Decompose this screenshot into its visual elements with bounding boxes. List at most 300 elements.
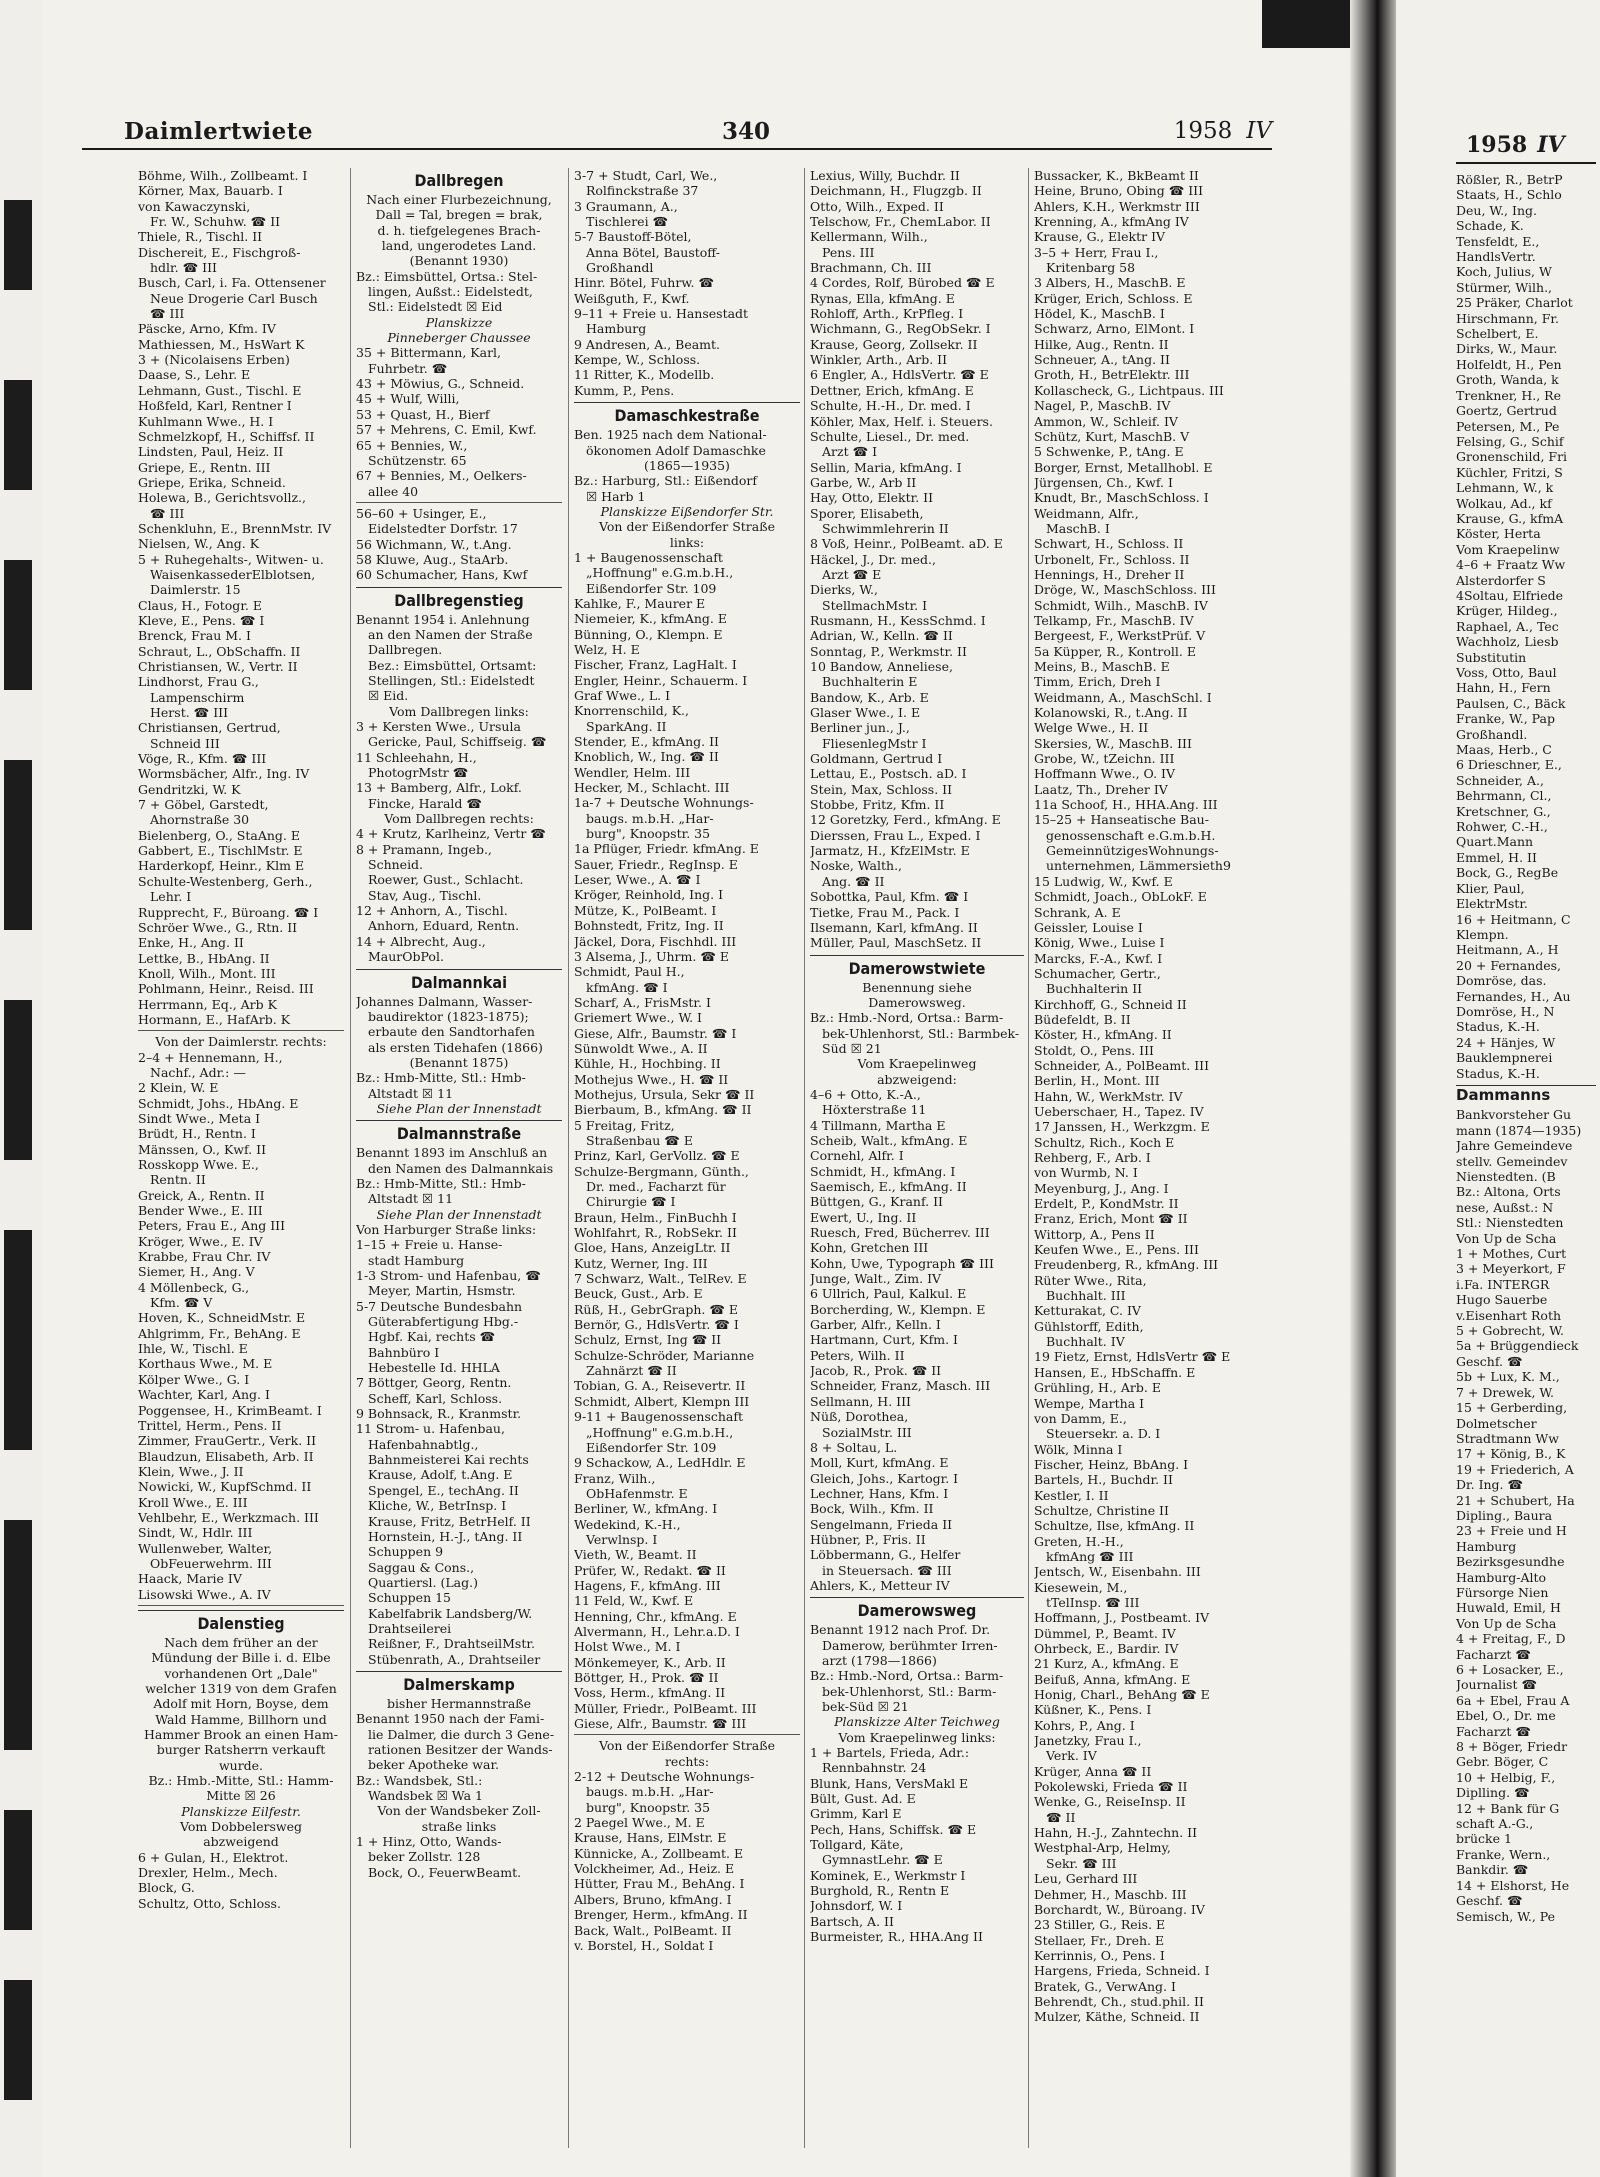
resident-entry: Janetzky, Frau I., <box>1034 1733 1142 1749</box>
resident-entry: Kohn, Uwe, Typograph ☎ III <box>810 1255 994 1271</box>
resident-entry: Petersen, M., Pe <box>1456 418 1560 434</box>
resident-entry: Rusmann, H., KessSchmd. I <box>810 612 986 628</box>
resident-entry: Peters, Wilh. II <box>810 1347 905 1363</box>
map-reference: Siehe Plan der Innenstadt <box>376 1206 542 1222</box>
resident-entry: 1–15 + Freie u. Hanse- <box>356 1237 503 1253</box>
entry-continuation: Fincke, Harald ☎ <box>368 795 482 811</box>
resident-entry: Kirchhoff, G., Schneid II <box>1034 996 1187 1012</box>
resident-entry: Bielenberg, O., StaAng. E <box>138 827 300 843</box>
resident-entry: Otto, Wilh., Exped. II <box>810 198 944 214</box>
side-heading: Von der Daimlerstr. rechts: <box>155 1034 327 1050</box>
column-2 <box>356 168 562 2158</box>
adjacent-page-header <box>1466 132 1565 158</box>
resident-entry: Rehberg, F., Arb. I <box>1034 1150 1151 1165</box>
entry-continuation: PhotogrMstr ☎ <box>368 765 469 781</box>
street-note: rechts: <box>664 1753 710 1769</box>
entry-continuation: Geschf. ☎ <box>1456 1353 1523 1369</box>
entry-continuation: Steuersekr. a. D. I <box>1046 1426 1161 1442</box>
resident-entry: Schulz, Ernst, Ing ☎ II <box>574 1332 722 1348</box>
resident-entry: Kölper Wwe., G. I <box>138 1371 250 1387</box>
entry-continuation: Neue Drogerie Carl Busch <box>150 290 318 306</box>
resident-entry: Wittorp, A., Pens II <box>1034 1226 1155 1242</box>
entry-continuation: ElektrMstr. <box>1456 896 1528 912</box>
resident-entry: 19 Fietz, Ernst, HdlsVertr ☎ E <box>1034 1349 1231 1365</box>
entry-continuation: ökonomen Adolf Damaschke <box>586 442 766 458</box>
resident-entry: Benannt 1954 i. Anlehnung <box>356 611 530 627</box>
entry-continuation: Alsterdorfer S <box>1456 572 1546 588</box>
resident-entry: Lehmann, Gust., Tischl. E <box>138 382 302 398</box>
resident-entry: Mütze, K., PolBeamt. I <box>574 902 717 918</box>
resident-entry: Mulzer, Käthe, Schneid. II <box>1034 2009 1200 2025</box>
entry-continuation: kfmAng ☎ III <box>1046 1548 1134 1564</box>
entry-continuation: Bahnbüro I <box>368 1344 440 1360</box>
resident-entry: Häckel, J., Dr. med., <box>810 551 937 567</box>
resident-entry: Korthaus Wwe., M. E <box>138 1356 273 1372</box>
resident-entry: Schneider, A., PolBeamt. III <box>1034 1057 1210 1073</box>
resident-entry: Welge Wwe., H. II <box>1034 720 1149 736</box>
entry-continuation: Substitutin <box>1456 649 1527 665</box>
scan-dark-corner <box>1262 0 1362 48</box>
entry-continuation: Rolfinckstraße 37 <box>586 183 699 199</box>
resident-entry: 15–25 + Hanseatische Bau- <box>1034 812 1209 828</box>
resident-entry: Ebel, O., Dr. me <box>1456 1708 1556 1724</box>
resident-entry: Kahlke, F., Maurer E <box>574 595 706 611</box>
resident-entry: Grimm, Karl E <box>810 1806 902 1822</box>
resident-entry: 1 + Bartels, Frieda, Adr.: <box>810 1745 970 1761</box>
entry-continuation: Güterabfertigung Hbg.- <box>368 1314 519 1330</box>
resident-entry: Griepe, Erika, Schneid. <box>138 474 286 490</box>
entry-continuation: Bez.: Eimsbüttel, Ortsamt: <box>368 657 537 673</box>
entry-continuation: Stav, Aug., Tischl. <box>368 887 482 903</box>
resident-entry: Fischer, Franz, LagHalt. I <box>574 657 737 673</box>
resident-entry: Scheib, Walt., kfmAng. E <box>810 1132 968 1148</box>
resident-entry: Behrendt, Ch., stud.phil. II <box>1034 1993 1204 2009</box>
resident-entry: Krüger, Anna ☎ II <box>1034 1763 1152 1779</box>
resident-entry: Schulze-Schröder, Marianne <box>574 1347 755 1363</box>
resident-entry: Dehmer, H., Maschb. III <box>1034 1886 1187 1902</box>
resident-entry: Stein, Max, Schloss. II <box>810 781 953 797</box>
resident-entry: Küßner, K., Pens. I <box>1034 1702 1152 1718</box>
resident-entry: Bz.: Eimsbüttel, Ortsa.: Stel- <box>356 268 538 284</box>
entry-continuation: Kliche, W., BetrInsp. I <box>368 1498 507 1514</box>
resident-entry: 9 Bohnsack, R., Kranmstr. <box>356 1406 522 1422</box>
resident-entry: Fischer, Heinz, BbAng. I <box>1034 1456 1189 1472</box>
resident-entry: Wormsbächer, Alfr., Ing. IV <box>138 766 310 782</box>
resident-entry: Deichmann, H., Flugzgb. II <box>810 183 982 199</box>
resident-entry: Bohnstedt, Fritz, Ing. II <box>574 918 724 934</box>
entry-continuation: Höxterstraße 11 <box>822 1102 927 1118</box>
resident-entry: Sellin, Maria, kfmAng. I <box>810 459 962 475</box>
entry-continuation: genossenschaft e.G.m.b.H. <box>1046 827 1216 843</box>
resident-entry: Ihle, W., Tischl. E <box>138 1341 248 1357</box>
resident-entry: Tollgard, Käte, <box>810 1837 904 1853</box>
entry-continuation: Schützenstr. 65 <box>368 452 467 468</box>
section-separator <box>138 1605 344 1606</box>
entry-continuation: GymnastLehr. ☎ E <box>822 1852 943 1868</box>
resident-entry: Ketturakat, C. IV <box>1034 1303 1141 1319</box>
resident-entry: 11 Strom- u. Hafenbau, <box>356 1421 505 1437</box>
resident-entry: Bartsch, A. II <box>810 1913 894 1929</box>
entry-continuation: Bauklempnerei <box>1456 1050 1553 1066</box>
street-heading: Dalmannkai <box>356 969 562 994</box>
edge-ink-strip <box>4 1980 32 2100</box>
resident-entry: 2 Klein, W. E <box>138 1080 219 1096</box>
entry-continuation: an den Namen der Straße <box>368 626 533 642</box>
resident-entry: Behrmann, Cl., <box>1456 788 1552 804</box>
resident-entry: 5-7 Deutsche Bundesbahn <box>356 1298 523 1314</box>
entry-continuation: Schneid III <box>150 735 220 751</box>
resident-entry: Rupprecht, F., Büroang. ☎ I <box>138 904 319 920</box>
resident-entry: Bierbaum, B., kfmAng. ☎ II <box>574 1102 752 1118</box>
resident-entry: Bünning, O., Klempn. E <box>574 626 723 642</box>
street-heading: Dallbregenstieg <box>356 587 562 612</box>
resident-entry: Wohlfahrt, R., RobSekr. II <box>574 1225 737 1241</box>
resident-entry: Tietke, Frau M., Pack. I <box>810 904 960 920</box>
entry-continuation: Lehr. I <box>150 889 192 905</box>
resident-entry: Keufen Wwe., E., Pens. III <box>1034 1242 1199 1258</box>
street-note: burger Ratsherrn verkauft <box>156 1742 326 1758</box>
column-divider <box>568 168 569 2148</box>
resident-entry: 14 + Albrecht, Aug., <box>356 933 486 949</box>
resident-entry: Nowicki, W., KupfSchmd. II <box>138 1479 312 1495</box>
street-note: d. h. tiefgelegenes Brach- <box>377 222 541 238</box>
entry-continuation: Hamburg <box>1456 1538 1517 1554</box>
resident-entry: Huwald, Emil, H <box>1456 1600 1561 1616</box>
resident-entry: Dümmel, P., Beamt. IV <box>1034 1625 1176 1641</box>
resident-entry: Sporer, Elisabeth, <box>810 505 924 521</box>
resident-entry: Büttgen, G., Kranf. II <box>810 1194 943 1210</box>
resident-entry: Meins, B., MaschB. E <box>1034 659 1170 674</box>
resident-entry: Back, Walt., PolBeamt. II <box>574 1922 732 1938</box>
entry-continuation: Fr. W., Schuhw. ☎ II <box>150 214 281 230</box>
resident-entry: Heine, Bruno, Obing ☎ III <box>1034 183 1204 199</box>
resident-entry: 16 + Heitmann, C <box>1456 911 1571 927</box>
entry-continuation: bek-Uhlenhorst, Stl.: Barm- <box>822 1683 997 1699</box>
resident-entry: Kiesewein, M., <box>1034 1579 1128 1595</box>
resident-entry: Von Harburger Straße links: <box>356 1221 537 1237</box>
street-note: Vom Dallbregen links: <box>389 703 529 719</box>
entry-continuation: Eißendorfer Str. 109 <box>586 580 717 596</box>
entry-continuation: Stellingen, Stl.: Eidelstedt <box>368 672 535 688</box>
resident-entry: Cornehl, Alfr. I <box>810 1148 904 1164</box>
resident-entry: Skersies, W., MaschB. III <box>1034 735 1192 751</box>
edge-ink-strip <box>4 1230 32 1450</box>
resident-entry: Kestler, I. II <box>1034 1487 1109 1503</box>
resident-entry: Bz.: Wandsbek, Stl.: <box>356 1772 483 1788</box>
resident-entry: Hübner, P., Fris. II <box>810 1531 926 1547</box>
resident-entry: 4–6 + Fraatz Ww <box>1456 557 1566 573</box>
resident-entry: Franke, Wern., <box>1456 1846 1551 1862</box>
resident-entry: Schneider, A., <box>1456 772 1544 788</box>
resident-entry: Claus, H., Fotogr. E <box>138 597 262 613</box>
resident-entry: Krenning, A., kfmAng IV <box>1034 214 1189 230</box>
resident-entry: Lindsten, Paul, Heiz. II <box>138 444 284 460</box>
street-heading: Dalmerskamp <box>356 1671 562 1696</box>
resident-entry: Tensfeldt, E., <box>1456 233 1540 249</box>
entry-continuation: Klempn. <box>1456 926 1509 942</box>
resident-entry: Bender Wwe., E. III <box>138 1203 263 1219</box>
resident-entry: Lettke, B., HbAng. II <box>138 950 270 966</box>
resident-entry: Rynas, Ella, kfmAng. E <box>810 290 955 306</box>
entry-continuation: bek-Uhlenhorst, Stl.: Barmbek- <box>822 1025 1020 1041</box>
entry-continuation: baudirektor (1823-1875); <box>368 1008 529 1024</box>
entry-continuation: ObFeuerwehrm. III <box>150 1555 272 1571</box>
resident-entry: Dierks, W., <box>810 582 878 598</box>
resident-entry: Fernandes, H., Au <box>1456 988 1571 1004</box>
resident-entry: Böttger, H., Prok. ☎ II <box>574 1670 719 1685</box>
resident-entry: Bandow, K., Arb. E <box>810 689 929 705</box>
resident-entry: 6a + Ebel, Frau A <box>1456 1692 1570 1708</box>
street-note: links: <box>669 534 705 550</box>
resident-entry: 6 Drieschner, E., <box>1456 757 1562 773</box>
entry-continuation: in Steuersach. ☎ III <box>822 1562 952 1578</box>
street-note: Hammer Brook an einen Ham- <box>144 1727 338 1743</box>
entry-continuation: Arzt ☎ I <box>822 444 878 460</box>
resident-entry: Von Up de Scha <box>1456 1615 1557 1631</box>
resident-entry: König, Wwe., Luise I <box>1034 935 1165 951</box>
resident-entry: 60 Schumacher, Hans, Kwf <box>356 567 528 583</box>
resident-entry: Sauer, Friedr., RegInsp. E <box>574 856 738 872</box>
resident-entry: Laatz, Th., Dreher IV <box>1034 781 1168 797</box>
entry-continuation: Nachf., Adr.: — <box>150 1064 246 1080</box>
resident-entry: Greten, H.-H., <box>1034 1533 1124 1549</box>
street-note: (Benannt 1875) <box>409 1054 509 1070</box>
resident-entry: Borchardt, W., Büroang. IV <box>1034 1901 1205 1917</box>
resident-entry: 1a-7 + Deutsche Wohnungs- <box>574 795 754 811</box>
section-separator <box>138 1030 344 1031</box>
entry-continuation: WaisenkassederElblotsen, <box>150 566 316 582</box>
resident-entry: Kleve, E., Pens. ☎ I <box>138 612 265 628</box>
entry-continuation: Meyer, Martin, Hsmstr. <box>368 1283 516 1299</box>
resident-entry: Koch, Julius, W <box>1456 264 1552 280</box>
entry-continuation: Großhandl. <box>1456 726 1528 742</box>
resident-entry: Vieth, W., Beamt. II <box>574 1547 697 1563</box>
resident-entry: Marcks, F.-A., Kwf. I <box>1034 950 1163 966</box>
entry-continuation: arzt (1798—1866) <box>822 1652 937 1668</box>
resident-entry: Sobottka, Paul, Kfm. ☎ I <box>810 889 969 905</box>
street-note: straße links <box>421 1818 497 1834</box>
resident-entry: Christiansen, W., Vertr. II <box>138 659 298 674</box>
resident-entry: Hödel, K., MaschB. I <box>1034 306 1165 322</box>
resident-entry: Deu, W., Ing. <box>1456 202 1537 218</box>
resident-entry: Prinz, Karl, GerVollz. ☎ E <box>574 1148 740 1164</box>
entry-continuation: Hebestelle Id. HHLA <box>368 1360 500 1376</box>
entry-continuation: Geschf. ☎ <box>1456 1893 1523 1909</box>
resident-entry: Dröge, W., MaschSchloss. III <box>1034 582 1216 598</box>
resident-entry: Körner, Max, Bauarb. I <box>138 183 283 199</box>
resident-entry: Hütter, Frau M., BehAng. I <box>574 1876 745 1892</box>
resident-entry: Griepe, E., Rentn. III <box>138 459 271 475</box>
resident-entry: Hilke, Aug., Rentn. II <box>1034 336 1169 352</box>
entry-continuation: Roewer, Gust., Schlacht. <box>368 872 524 888</box>
resident-entry: 43 + Möwius, G., Schneid. <box>356 376 525 392</box>
street-note: Damerowsweg. <box>868 994 966 1010</box>
resident-entry: 5 Freitag, Fritz, <box>574 1117 675 1133</box>
resident-entry: Schraut, L., ObSchaffn. II <box>138 643 301 659</box>
resident-entry: Goldmann, Gertrud I <box>810 751 943 767</box>
entry-continuation: Schuppen 15 <box>368 1590 451 1606</box>
entry-continuation: ☎ III <box>150 306 185 322</box>
entry-continuation: Lampenschirm <box>150 689 245 705</box>
entry-continuation: Verk. IV <box>1046 1748 1097 1764</box>
resident-entry: Ewert, U., Ing. II <box>810 1209 917 1225</box>
column-divider <box>350 168 351 2148</box>
resident-entry: Hoffmann, J., Postbeamt. IV <box>1034 1610 1210 1626</box>
entry-continuation: Drahtseilerei <box>368 1620 452 1636</box>
resident-entry: v. Borstel, H., Soldat I <box>574 1937 714 1953</box>
resident-entry: Bratek, G., VerwAng. I <box>1034 1978 1176 1994</box>
resident-entry: Vom Kraepelinw <box>1456 541 1560 557</box>
resident-entry: Lexius, Willy, Buchdr. II <box>810 168 960 183</box>
resident-entry: 14 + Elshorst, He <box>1456 1877 1570 1893</box>
resident-entry: Garber, Alfr., Kelln. I <box>810 1317 941 1333</box>
resident-entry: 4 Cordes, Rolf, Bürobed ☎ E <box>810 275 995 291</box>
resident-entry: Ohrbeck, E., Bardir. IV <box>1034 1641 1179 1656</box>
entry-continuation: Hafenbahnabtlg., <box>368 1436 479 1452</box>
resident-entry: Staats, H., Schlo <box>1456 187 1562 203</box>
resident-entry: Burghold, R., Rentn E <box>810 1883 950 1899</box>
entry-continuation: Tischlerei ☎ <box>586 214 669 230</box>
resident-entry: Knoll, Wilh., Mont. III <box>138 965 276 981</box>
edge-ink-strip <box>4 1000 32 1160</box>
resident-entry: Hormann, E., HafArb. K <box>138 1011 291 1027</box>
edge-ink-strip <box>4 560 32 690</box>
entry-continuation: Stl.: Nienstedten <box>1456 1215 1564 1231</box>
entry-continuation: Hamburg <box>586 321 647 337</box>
resident-entry: Hagens, F., kfmAng. III <box>574 1577 721 1593</box>
resident-entry: 1 + Mothes, Curt <box>1456 1246 1567 1262</box>
entry-continuation: Buchhalt. III <box>1046 1288 1126 1304</box>
resident-entry: Schütz, Kurt, MaschB. V <box>1034 428 1190 444</box>
resident-entry: Blunk, Hans, VersMakl E <box>810 1775 969 1791</box>
resident-entry: 3 Graumann, A., <box>574 198 678 214</box>
resident-entry: Köster, Herta <box>1456 526 1541 542</box>
entry-continuation: als ersten Tidehafen (1866) <box>368 1039 543 1055</box>
resident-entry: Sindt Wwe., Meta I <box>138 1110 261 1126</box>
entry-continuation: SparkAng. II <box>586 718 667 734</box>
resident-entry: Graf Wwe., L. I <box>574 688 671 703</box>
street-note: Bz.: Hmb.-Mitte, Stl.: Hamm- <box>148 1773 334 1789</box>
resident-entry: Schmidt, Johs., HbAng. E <box>138 1095 299 1111</box>
resident-entry: Busch, Carl, i. Fa. Ottensener <box>138 275 326 291</box>
entry-continuation: Anhorn, Eduard, Rentn. <box>368 918 520 934</box>
street-heading: Damerowstwiete <box>810 955 1024 980</box>
resident-entry: 6 Engler, A., HdlsVertr. ☎ E <box>810 367 989 383</box>
book-gutter <box>1350 0 1400 2177</box>
resident-entry: Weidmann, A., MaschSchl. I <box>1034 689 1212 705</box>
header-volume: IV <box>1246 118 1272 144</box>
resident-entry: 2 Paegel Wwe., M. E <box>574 1815 705 1831</box>
resident-entry: 11a Schoof, H., HHA.Ang. III <box>1034 797 1218 813</box>
resident-entry: 8 Voß, Heinr., PolBeamt. aD. E <box>810 536 1003 552</box>
resident-entry: Bernör, G., HdlsVertr. ☎ I <box>574 1317 739 1333</box>
resident-entry: Jarmatz, H., KfzElMstr. E <box>810 843 970 859</box>
street-heading: Dalmannstraße <box>356 1120 562 1145</box>
resident-entry: Schelbert, E. <box>1456 326 1539 342</box>
column-4 <box>810 168 1024 2158</box>
resident-entry: 5b + Lux, K. M., <box>1456 1369 1560 1385</box>
resident-entry: Rohloff, Arth., KrPfleg. I <box>810 306 964 322</box>
entry-continuation: ☒ Harb 1 <box>586 488 646 504</box>
resident-entry: Stadus, K.-H. <box>1456 1019 1540 1035</box>
resident-entry: 2-12 + Deutsche Wohnungs- <box>574 1769 755 1785</box>
resident-entry: Böhme, Wilh., Zollbeamt. I <box>138 168 308 183</box>
entry-continuation: Fuhrbetr. ☎ <box>368 360 448 376</box>
resident-entry: Winkler, Arth., Arb. II <box>810 352 948 368</box>
entry-continuation: Schwimmlehrerin II <box>822 520 949 536</box>
resident-entry: Kutz, Werner, Ing. III <box>574 1255 708 1271</box>
resident-entry: Domröse, H., N <box>1456 1003 1555 1019</box>
entry-continuation: Chirurgie ☎ I <box>586 1194 676 1210</box>
resident-entry: Schmelzkopf, H., Schiffsf. II <box>138 428 315 444</box>
resident-entry: Weidmann, Alfr., <box>1034 505 1139 521</box>
resident-entry: Kohrs, P., Ang. I <box>1034 1717 1135 1733</box>
resident-entry: 12 + Bank für G <box>1456 1800 1560 1816</box>
resident-entry: Schultze, Ilse, kfmAng. II <box>1034 1518 1195 1534</box>
resident-entry: Fürsorge Nien <box>1456 1584 1549 1600</box>
resident-entry: 56 Wichmann, W., t.Ang. <box>356 536 512 552</box>
resident-entry: Krabbe, Frau Chr. IV <box>138 1249 271 1265</box>
resident-entry: Schenkluhn, E., BrennMstr. IV <box>138 520 332 536</box>
resident-entry: Hecker, M., Schlacht. III <box>574 780 730 796</box>
adjacent-page <box>1396 0 1600 2177</box>
street-note: wurde. <box>218 1757 264 1773</box>
header-year-volume <box>1174 118 1272 144</box>
resident-entry: 5 + Ruhegehalts-, Witwen- u. <box>138 551 324 567</box>
resident-entry: Franz, Wilh., <box>574 1470 656 1486</box>
resident-entry: Mothejus Wwe., H. ☎ II <box>574 1071 729 1087</box>
street-note: Von der Eißendorfer Straße <box>599 1738 775 1754</box>
resident-entry: 9 Andresen, A., Beamt. <box>574 336 721 352</box>
entry-continuation: burg", Knoopstr. 35 <box>586 826 711 842</box>
street-note: Vom Kraepelinweg links: <box>838 1729 996 1745</box>
entry-continuation: lie Dalmer, die durch 3 Gene- <box>368 1726 555 1742</box>
resident-entry: Schmidt, H., kfmAng. I <box>810 1163 956 1179</box>
entry-continuation: Stübenrath, A., Drahtseiler <box>368 1651 541 1667</box>
resident-entry: Lisowski Wwe., A. IV <box>138 1586 271 1602</box>
resident-entry: 7 Böttger, Georg, Rentn. <box>356 1375 512 1391</box>
resident-entry: Junge, Walt., Zim. IV <box>810 1271 942 1287</box>
resident-entry: Maas, Herb., C <box>1456 742 1552 758</box>
street-heading: Damaschkestraße <box>574 402 800 427</box>
resident-entry: Poggensee, H., KrimBeamt. I <box>138 1402 322 1418</box>
entry-continuation: MaurObPol. <box>368 949 444 965</box>
resident-entry: Hoßfeld, Karl, Rentner I <box>138 398 292 414</box>
resident-entry: 20 + Fernandes, <box>1456 957 1562 973</box>
resident-entry: Sellmann, H. III <box>810 1393 911 1409</box>
resident-entry: Albers, Bruno, kfmAng. I <box>574 1891 732 1907</box>
resident-entry: 9–11 + Freie u. Hansestadt <box>574 306 749 322</box>
header-street-range: Daimlertwiete <box>124 118 313 145</box>
resident-entry: Kröger, Wwe., E. IV <box>138 1233 263 1249</box>
entry-continuation: Dr. Ing. ☎ <box>1456 1477 1524 1493</box>
entry-continuation: erbaute den Sandtorhafen <box>368 1024 535 1040</box>
resident-entry: stellv. Gemeindev <box>1456 1153 1568 1169</box>
street-note: (1865—1935) <box>644 457 730 473</box>
column-divider <box>804 168 805 2148</box>
resident-entry: 8 + Böger, Friedr <box>1456 1739 1568 1755</box>
resident-entry: 3–5 + Herr, Frau I., <box>1034 244 1159 260</box>
entry-continuation: Buchhalt. IV <box>1046 1334 1125 1350</box>
resident-entry: Voss, Otto, Baul <box>1456 665 1557 680</box>
resident-entry: 7 + Göbel, Garstedt, <box>138 797 269 813</box>
resident-entry: Bz.: Hmb-Mitte, Stl.: Hmb- <box>356 1070 526 1086</box>
entry-continuation: Hugo Sauerbe <box>1456 1292 1548 1308</box>
resident-entry: Niemeier, K., kfmAng. E <box>574 611 727 627</box>
entry-continuation: burg", Knoopstr. 35 <box>586 1799 711 1815</box>
resident-entry: Sünwoldt Wwe., A. II <box>574 1040 708 1056</box>
resident-entry: von Wurmb, N. I <box>1034 1165 1138 1181</box>
